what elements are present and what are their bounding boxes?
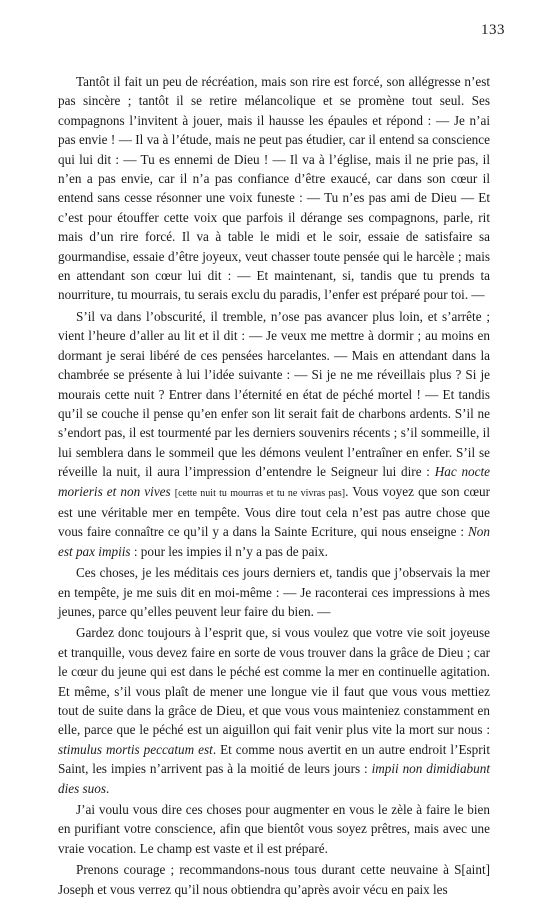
paragraph	[58, 860, 490, 899]
text-run: .	[106, 780, 110, 796]
text-run: Ces choses, je les méditais ces jours derniers et, tandis que j’observais la mer en tempête, je me suis dit en moi-même : — Je raconterai ces impressions à mes jeunes, parce qu’elles peuvent leur faire du bien. —	[58, 565, 490, 619]
text-run: . Et comme nous avertit en un autre endroit l’Esprit Saint, les impies n’arrivent pas à la moitié de leurs jours :	[58, 741, 490, 777]
paragraph	[58, 623, 490, 798]
paragraph	[58, 307, 490, 561]
text-run: J’ai voulu vous dire ces choses pour augmenter en vous le zèle à faire le bien en purifiant votre conscience, afin que bientôt vous soyez prêtres, mais avec une vraie vocation. Le champ est vaste et il est préparé.	[58, 802, 490, 856]
paragraph	[58, 72, 490, 305]
text-run: . Vous voyez que son cœur est une véritable mer en tempête. Vous dire tout cela n’est pas autre chose que vous faire connaître ce qu’il y a dans la Sainte Ecriture, qui nous enseigne :	[58, 483, 491, 540]
text-run: Prenons courage ; recommandons-nous tous durant cette neuvaine à S[aint] Joseph et vous verrez qu’il nous obtiendra qu’après avoir vécu en paix les	[58, 862, 490, 897]
latin-quote: Non est pax impiis	[58, 524, 490, 559]
text-run: S’il va dans l’obscurité, il tremble, n’ose pas avancer plus loin, et s’arrête ; vient l’heure d’aller au lit et il dit : — Je veux me mettre à dormir ; au moins en dormant je serai libéré de ces pensées harcelantes. — Mais en attendant dans la chambrée se présente à lui l’idée suivante : — Si je ne me réveillais plus ? Si je mourais cette nuit ? Entrer dans l’éternité en état de péché mortel ! — Et tandis qu’il se couche il pense qu’en enfer son lit serait fait de charbons ardents. S’il ne s’endort pas, il est tourmenté par les derniers souvenirs récents ; s’il sommeille, il lui semblera dans le sommeil que les démons veulent l’entraîner en enfer. S’il se réveille la nuit, il aura l’impression d’entendre le Seigneur lui dire :	[58, 308, 490, 480]
body-text	[58, 72, 490, 901]
paragraph	[58, 563, 490, 621]
latin-quote: stimulus mortis peccatum est	[58, 741, 213, 757]
text-run: Tantôt il fait un peu de récréation, mais son rire est forcé, son allégresse n’est pas sincère ; tantôt il se retire mélancolique et se promène tout seul. Ses compagnons l’invitent à jouer, mais il hausse les épaules et répond : — Je n’ai pas envie ! — Il va à l’étude, mais ne peut pas étudier, car il entend sa conscience qui lui dit : — Tu es ennemi de Dieu ! — Il va à l’église, mais il ne prie pas, il n’en a pas envie, car il n’a pas confiance d’être exaucé, car dans son cœur il entend sans cesse résonner une voix funeste : — Tu n’es pas ami de Dieu — Et c’est pour étouffer cette voix que parfois il dérange ses compagnons, parle, rit mais d’un rire forcé. Il va à table le midi et le soir, essaie de satisfaire sa gourmandise, essaie d’être joyeux, veut chasser toute pensée qui le harcèle ; mais en attendant son cœur lui dit : — Et maintenant, si, tandis que tu prends ta nourriture, tu mourrais, tu serais exclu du paradis, l’enfer est préparé pour toi. —	[58, 74, 490, 303]
latin-quote: impii non dimidiabunt dies suos	[58, 761, 490, 796]
text-run: Gardez donc toujours à l’esprit que, si vous voulez que votre vie soit joyeuse et tranquille, vous devez faire en sorte de vous trouver dans la grâce de Dieu ; car le cœur du jeune qui est dans le péché est comme la mer en continuelle agitation. Et même, s’il vous plaît de mener une longue vie il faut que vous vous mettiez tout de suite dans la grâce de Dieu, et que vous vous mainteniez constamment en elle, parce que le péché est un aiguillon qui fait venir plus vite la mort sur nous :	[58, 625, 490, 738]
text-run: : pour les impies il n’y a pas de paix.	[130, 543, 328, 559]
paragraph	[58, 800, 490, 858]
translation-note: [cette nuit tu mourras et tu ne vivras pas]	[174, 487, 346, 499]
latin-quote: Hac nocte morieris et non vives	[58, 464, 490, 499]
page-number: 133	[481, 22, 505, 38]
